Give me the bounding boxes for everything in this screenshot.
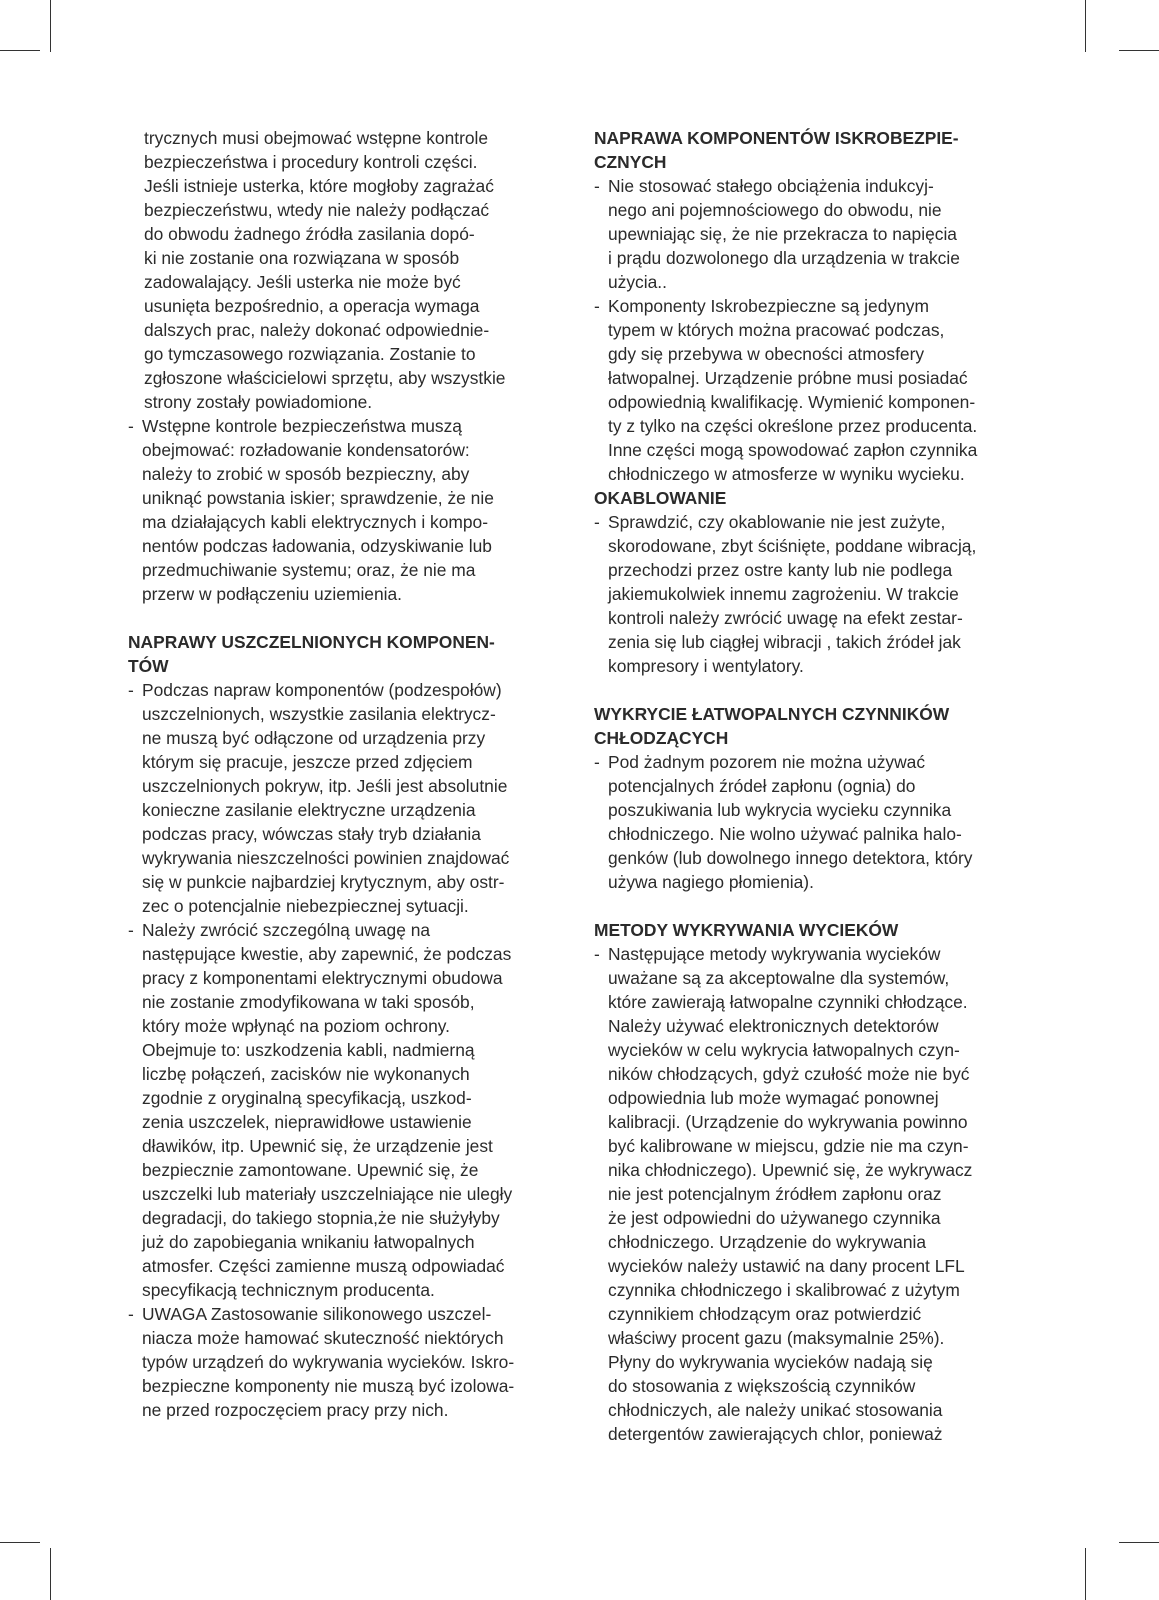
list-item bbox=[594, 942, 1041, 1446]
list-item-text bbox=[142, 918, 576, 1302]
text-line: przechodzi przez ostre kanty lub nie podlega bbox=[608, 560, 953, 580]
text-line: wykrywania nieszczelności powinien znajdować bbox=[142, 848, 510, 868]
text-line: potencjalnych źródeł zapłonu (ognia) do bbox=[608, 776, 916, 796]
text-line: Obejmuje to: uszkodzenia kabli, nadmierną bbox=[142, 1040, 475, 1060]
text-line: nego ani pojemnościowego do obwodu, nie bbox=[608, 200, 942, 220]
text-line: trycznych musi obejmować wstępne kontrole bbox=[144, 128, 489, 148]
text-line: że jest odpowiedni do używanego czynnika bbox=[608, 1208, 941, 1228]
text-line: dalszych prac, należy dokonać odpowiednie- bbox=[144, 320, 490, 340]
text-line: upewniając się, że nie przekracza to napięcia bbox=[608, 224, 957, 244]
text-line: TÓW bbox=[128, 656, 169, 676]
text-line: typów urządzeń do wykrywania wycieków. Iskro- bbox=[142, 1352, 515, 1372]
bullet-dash: - bbox=[128, 416, 134, 436]
crop-mark bbox=[0, 1542, 40, 1543]
text-line: UWAGA Zastosowanie silikonowego uszczel- bbox=[142, 1304, 492, 1324]
list-item bbox=[128, 678, 576, 918]
text-line: kompresory i wentylatory. bbox=[608, 656, 804, 676]
text-line: zadowalający. Jeśli usterka nie może być bbox=[144, 272, 461, 292]
section-heading bbox=[594, 486, 1041, 510]
text-line: ma działających kabli elektrycznych i kompo- bbox=[142, 512, 489, 532]
text-line: Komponenty Iskrobezpieczne są jedynym bbox=[608, 296, 929, 316]
text-line: bezpieczeństwu, wtedy nie należy podłączać bbox=[144, 200, 490, 220]
text-line: właściwy procent gazu (maksymalnie 25%). bbox=[608, 1328, 945, 1348]
section-heading bbox=[594, 126, 1041, 174]
text-line: należy to zrobić w sposób bezpieczny, aby bbox=[142, 464, 470, 484]
bullet-dash: - bbox=[128, 680, 134, 700]
text-line: wycieków w celu wykrycia łatwopalnych czyn- bbox=[608, 1040, 960, 1060]
text-line: do obwodu żadnego źródła zasilania dopó- bbox=[144, 224, 475, 244]
right-column bbox=[594, 126, 1041, 1446]
text-line: Jeśli istnieje usterka, które mogłoby zagrażać bbox=[144, 176, 494, 196]
text-line: ki nie zostanie ona rozwiązana w sposób bbox=[144, 248, 460, 268]
text-line: Należy zwrócić szczególną uwagę na bbox=[142, 920, 431, 940]
text-line: który może wpłynąć na poziom ochrony. bbox=[142, 1016, 451, 1036]
text-line: Pod żadnym pozorem nie można używać bbox=[608, 752, 926, 772]
text-line: przedmuchiwanie systemu; oraz, że nie ma bbox=[142, 560, 476, 580]
intro-paragraph bbox=[128, 126, 576, 414]
bullet-dash: - bbox=[594, 296, 600, 316]
bullet-dash: - bbox=[594, 512, 600, 532]
section-list bbox=[594, 942, 1041, 1446]
text-line: którym się pracuje, jeszcze przed zdjęciem bbox=[142, 752, 473, 772]
text-line: które zawierają łatwopalne czynniki chłodzące. bbox=[608, 992, 968, 1012]
text-line: Podczas napraw komponentów (podzespołów) bbox=[142, 680, 502, 700]
section-heading bbox=[128, 630, 576, 678]
text-line: uszczelnionych pokryw, itp. Jeśli jest absolutnie bbox=[142, 776, 508, 796]
bullet-dash: - bbox=[128, 920, 134, 940]
text-line: dławików, itp. Upewnić się, że urządzenie jest bbox=[142, 1136, 493, 1156]
text-line: zenia się lub ciągłej wibracji , takich źródeł jak bbox=[608, 632, 961, 652]
text-line: kontroli należy zwrócić uwagę na efekt zestar- bbox=[608, 608, 963, 628]
left-column bbox=[128, 126, 576, 1422]
text-line: bezpieczne komponenty nie muszą być izolowa- bbox=[142, 1376, 515, 1396]
text-line: degradacji, do takiego stopnia,że nie służyłyby bbox=[142, 1208, 500, 1228]
text-line: obejmować: rozładowanie kondensatorów: bbox=[142, 440, 470, 460]
text-line: następujące kwestie, aby zapewnić, że podczas bbox=[142, 944, 512, 964]
text-line: strony zostały powiadomione. bbox=[144, 392, 373, 412]
text-line: jakiemukolwiek innemu zagrożeniu. W trakcie bbox=[608, 584, 959, 604]
text-line: czynnika chłodniczego i skalibrować z użytym bbox=[608, 1280, 960, 1300]
list-item bbox=[128, 1302, 576, 1422]
text-line: chłodniczych, ale należy unikać stosowania bbox=[608, 1400, 943, 1420]
text-line: używa nagiego płomienia). bbox=[608, 872, 814, 892]
text-line: nika chłodniczego). Upewnić się, że wykrywacz bbox=[608, 1160, 973, 1180]
text-line: Nie stosować stałego obciążenia indukcyj- bbox=[608, 176, 934, 196]
text-line: i prądu dozwolonego dla urządzenia w trakcie bbox=[608, 248, 960, 268]
text-line: łatwopalnej. Urządzenie próbne musi posiadać bbox=[608, 368, 968, 388]
text-line: genków (lub dowolnego innego detektora, który bbox=[608, 848, 973, 868]
text-line: bezpiecznie zamontowane. Upewnić się, że bbox=[142, 1160, 479, 1180]
text-line: atmosfer. Części zamienne muszą odpowiadać bbox=[142, 1256, 505, 1276]
text-line: nentów podczas ładowania, odzyskiwanie lub bbox=[142, 536, 492, 556]
text-line: być kalibrowane w miejscu, gdzie nie ma czyn- bbox=[608, 1136, 969, 1156]
text-line: zgodnie z oryginalną specyfikacją, uszkod- bbox=[142, 1088, 472, 1108]
text-line: już do zapobiegania wnikaniu łatwopalnych bbox=[142, 1232, 475, 1252]
text-line: detergentów zawierających chlor, ponieważ bbox=[608, 1424, 943, 1444]
text-line: usunięta bezpośrednio, a operacja wymaga bbox=[144, 296, 480, 316]
crop-mark bbox=[1119, 1542, 1159, 1543]
text-line: konieczne zasilanie elektryczne urządzenia bbox=[142, 800, 476, 820]
text-line: nie jest potencjalnym źródłem zapłonu oraz bbox=[608, 1184, 942, 1204]
bullet-dash: - bbox=[594, 752, 600, 772]
text-line: wycieków należy ustawić na dany procent LFL bbox=[608, 1256, 965, 1276]
list-item bbox=[128, 414, 576, 606]
text-line: uważane są za akceptowalne dla systemów, bbox=[608, 968, 950, 988]
text-line: CHŁODZĄCYCH bbox=[594, 728, 729, 748]
list-item-text bbox=[142, 414, 576, 606]
text-line: odpowiednią kwalifikację. Wymienić komponen- bbox=[608, 392, 976, 412]
text-line: OKABLOWANIE bbox=[594, 488, 727, 508]
crop-mark bbox=[50, 1548, 51, 1600]
text-line: specyfikacją technicznym producenta. bbox=[142, 1280, 435, 1300]
bullet-dash: - bbox=[128, 1304, 134, 1324]
list-item bbox=[128, 918, 576, 1302]
text-line: go tymczasowego rozwiązania. Zostanie to bbox=[144, 344, 476, 364]
text-line: pracy z komponentami elektrycznymi obudowa bbox=[142, 968, 503, 988]
bullet-dash: - bbox=[594, 176, 600, 196]
list-item bbox=[594, 750, 1041, 894]
text-line: CZNYCH bbox=[594, 152, 667, 172]
text-line: ne muszą być odłączone od urządzenia przy bbox=[142, 728, 486, 748]
text-line: gdy się przebywa w obecności atmosfery bbox=[608, 344, 925, 364]
text-line: chłodniczego. Nie wolno używać palnika halo- bbox=[608, 824, 962, 844]
text-line: uszczelnionych, wszystkie zasilania elektrycz- bbox=[142, 704, 496, 724]
crop-mark bbox=[0, 50, 40, 51]
text-line: NAPRAWA KOMPONENTÓW ISKROBEZPIE- bbox=[594, 128, 959, 148]
text-line: skorodowane, zbyt ściśnięte, poddane wibracją, bbox=[608, 536, 977, 556]
text-line: Należy używać elektronicznych detektorów bbox=[608, 1016, 939, 1036]
text-line: podczas pracy, wówczas stały tryb działania bbox=[142, 824, 481, 844]
text-line: niacza może hamować skuteczność niektórych bbox=[142, 1328, 504, 1348]
text-line: Inne części mogą spowodować zapłon czynnika bbox=[608, 440, 978, 460]
list-item-text bbox=[142, 1302, 576, 1422]
text-line: poszukiwania lub wykrycia wycieku czynnika bbox=[608, 800, 952, 820]
crop-mark bbox=[1119, 50, 1159, 51]
text-line: ty z tylko na części określone przez producenta. bbox=[608, 416, 978, 436]
section-list bbox=[594, 510, 1041, 678]
list-item-text bbox=[608, 750, 1041, 894]
list-item-text bbox=[142, 678, 576, 918]
list-item bbox=[594, 294, 1041, 486]
crop-mark bbox=[1085, 1548, 1086, 1600]
text-line: zgłoszone właścicielowi sprzętu, aby wszystkie bbox=[144, 368, 506, 388]
text-line: do stosowania z większością czynników bbox=[608, 1376, 916, 1396]
text-line: zenia uszczelek, nieprawidłowe ustawienie bbox=[142, 1112, 472, 1132]
section-list bbox=[594, 750, 1041, 894]
crop-mark bbox=[1085, 0, 1086, 52]
text-line: przerw w podłączeniu uziemienia. bbox=[142, 584, 403, 604]
text-line: czynnikiem chłodzącym oraz potwierdzić bbox=[608, 1304, 922, 1324]
text-line: NAPRAWY USZCZELNIONYCH KOMPONEN- bbox=[128, 632, 495, 652]
text-line: uszczelki lub materiały uszczelniające nie uległy bbox=[142, 1184, 513, 1204]
section-heading bbox=[594, 702, 1041, 750]
text-line: chłodniczego w atmosferze w wyniku wycieku. bbox=[608, 464, 965, 484]
list-item-text bbox=[608, 942, 1041, 1446]
list-item-text bbox=[608, 294, 1041, 486]
text-line: METODY WYKRYWANIA WYCIEKÓW bbox=[594, 920, 899, 940]
list-item-text bbox=[608, 174, 1041, 294]
text-line: odpowiednia lub może wymagać ponownej bbox=[608, 1088, 939, 1108]
text-line: nie zostanie zmodyfikowana w taki sposób, bbox=[142, 992, 475, 1012]
crop-mark bbox=[50, 0, 51, 52]
text-line: WYKRYCIE ŁATWOPALNYCH CZYNNIKÓW bbox=[594, 704, 950, 724]
list-item bbox=[594, 174, 1041, 294]
section-list bbox=[594, 174, 1041, 486]
section-heading bbox=[594, 918, 1041, 942]
text-line: typem w których można pracować podczas, bbox=[608, 320, 945, 340]
text-line: ników chłodzących, gdyż czułość może nie być bbox=[608, 1064, 970, 1084]
text-line: się w punkcie najbardziej krytycznym, aby ostr- bbox=[142, 872, 505, 892]
text-line: liczbę połączeń, zacisków nie wykonanych bbox=[142, 1064, 470, 1084]
section-list bbox=[128, 678, 576, 1422]
text-line: Sprawdzić, czy okablowanie nie jest zużyte, bbox=[608, 512, 946, 532]
text-line: bezpieczeństwa i procedury kontroli części. bbox=[144, 152, 478, 172]
text-line: Następujące metody wykrywania wycieków bbox=[608, 944, 941, 964]
text-line: zec o potencjalnie niebezpiecznej sytuacji. bbox=[142, 896, 469, 916]
text-line: ne przed rozpoczęciem pracy przy nich. bbox=[142, 1400, 449, 1420]
text-line: chłodniczego. Urządzenie do wykrywania bbox=[608, 1232, 927, 1252]
bullet-dash: - bbox=[594, 944, 600, 964]
text-line: Płyny do wykrywania wycieków nadają się bbox=[608, 1352, 933, 1372]
list-item bbox=[594, 510, 1041, 678]
text-line: użycia.. bbox=[608, 272, 667, 292]
list-item-text bbox=[608, 510, 1041, 678]
text-line: kalibracji. (Urządzenie do wykrywania powinno bbox=[608, 1112, 968, 1132]
text-line: Wstępne kontrole bezpieczeństwa muszą bbox=[142, 416, 462, 436]
text-line: uniknąć powstania iskier; sprawdzenie, że nie bbox=[142, 488, 494, 508]
